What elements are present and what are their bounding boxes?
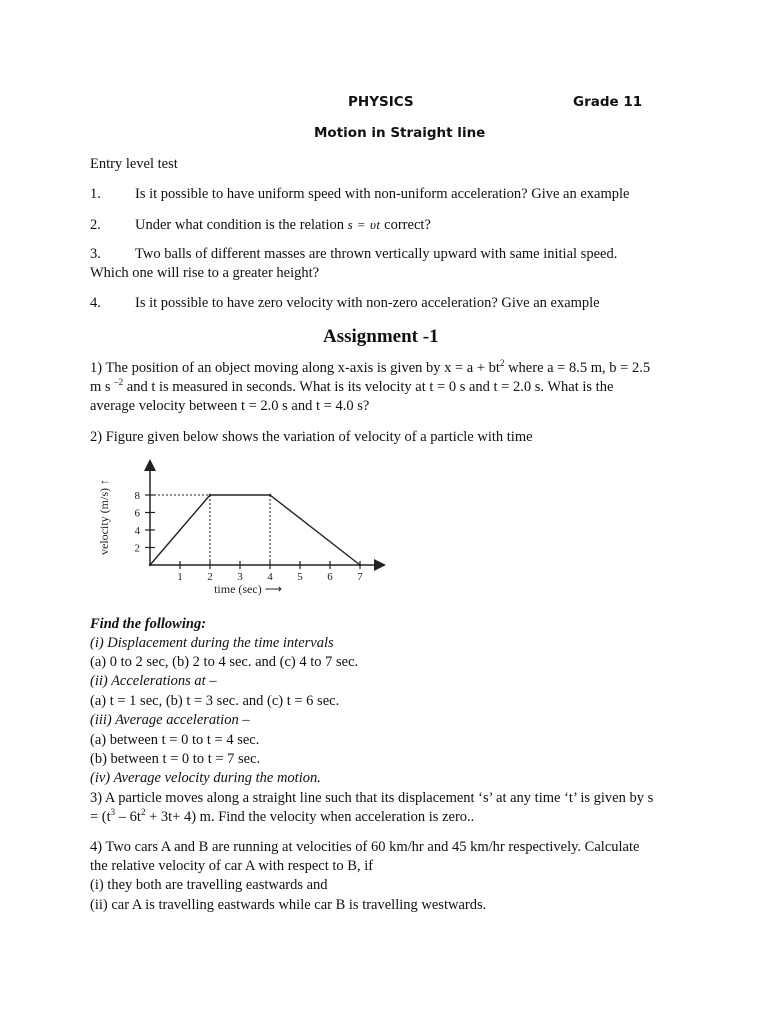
data-point-1 <box>209 494 211 496</box>
assignment-q1-line1 <box>90 359 650 378</box>
q1-unit: m s <box>90 379 115 395</box>
question-text: Two balls of different masses are thrown vertically upward with same initial speed. <box>135 246 618 262</box>
entry-question-3-continued: Which one will rise to a greater height? <box>90 265 320 281</box>
find-item-ii-parts: (a) t = 1 sec, (b) t = 3 sec. and (c) t = 6 sec. <box>90 693 340 709</box>
q3-text: = (t <box>90 809 111 825</box>
assignment-q1-line3: average velocity between t = 2.0 s and t = 4.0 s? <box>90 398 370 414</box>
question-text: Under what condition is the relation <box>135 217 344 233</box>
entry-question-4 <box>90 294 600 313</box>
q1-text-cont: and t is measured in seconds. What is its velocity at t = 0 s and t = 2.0 s. What is the <box>123 379 614 395</box>
x-tick-label-3: 3 <box>237 571 243 583</box>
find-heading: Find the following: <box>90 616 207 632</box>
x-tick-label-4: 4 <box>267 571 273 583</box>
question-number: 1. <box>90 186 101 202</box>
y-tick-label-2: 2 <box>134 542 140 555</box>
data-point-0 <box>149 564 151 566</box>
y-axis-label: velocity (m/s) ↑ <box>97 479 111 555</box>
question-text: Is it possible to have zero velocity with non-zero acceleration? Give an example <box>135 295 600 311</box>
q1-unit-exponent: –2 <box>114 377 124 388</box>
q3-text-cont: – 6t <box>115 809 141 825</box>
entry-question-1 <box>90 185 629 204</box>
y-tick-label-8: 8 <box>134 490 140 502</box>
find-item-iv: (iv) Average velocity during the motion. <box>90 770 321 786</box>
assignment-title: Assignment -1 <box>323 326 439 347</box>
topic-title: Motion in Straight line <box>314 125 486 141</box>
relation-formula: s = υt <box>347 217 381 232</box>
question-number: 4. <box>90 295 101 311</box>
q3-exponent-1: 3 <box>110 807 116 818</box>
find-item-ii: (ii) Accelerations at – <box>90 673 217 689</box>
data-point-2 <box>269 494 271 496</box>
x-tick-label-5: 5 <box>297 571 303 583</box>
grade-label: Grade 11 <box>573 94 643 110</box>
y-tick-label-6: 6 <box>134 507 140 520</box>
data-point-3 <box>359 564 361 566</box>
q1-exponent: 2 <box>499 358 505 369</box>
entry-test-title: Entry level test <box>90 156 178 172</box>
find-item-i: (i) Displacement during the time intervals <box>90 635 334 651</box>
data-segment-0 <box>150 495 210 565</box>
assignment-q4-line2: the relative velocity of car A with respect to B, if <box>90 858 374 874</box>
data-segment-2 <box>270 495 360 565</box>
x-tick-label-6: 6 <box>327 571 333 583</box>
question-text: Is it possible to have uniform speed with non-uniform acceleration? Give an example <box>135 186 630 202</box>
entry-question-3 <box>90 245 617 264</box>
find-item-i-parts: (a) 0 to 2 sec, (b) 2 to 4 sec. and (c) 4 to 7 sec. <box>90 654 359 670</box>
find-item-iii-b: (b) between t = 0 to t = 7 sec. <box>90 751 261 767</box>
question-text-end: correct? <box>384 217 431 233</box>
q3-exponent-2: 2 <box>140 807 146 818</box>
entry-question-2 <box>90 215 431 235</box>
x-tick-label-1: 1 <box>177 571 183 583</box>
x-tick-label-7: 7 <box>357 571 363 583</box>
question-number: 2. <box>90 217 101 233</box>
q1-text: 1) The position of an object moving along x-axis is given by x = a + bt <box>90 360 500 376</box>
q3-text-end: + 3t+ 4) m. Find the velocity when acceleration is zero.. <box>145 809 475 825</box>
assignment-q1-line2 <box>90 378 613 397</box>
x-tick-label-2: 2 <box>207 571 213 583</box>
q1-text-cont: where a = 8.5 m, b = 2.5 <box>504 360 651 376</box>
assignment-q2-intro: 2) Figure given below shows the variation of velocity of a particle with time <box>90 429 533 445</box>
find-item-iii-a: (a) between t = 0 to t = 4 sec. <box>90 732 260 748</box>
assignment-q4-line4: (ii) car A is travelling eastwards while car B is travelling westwards. <box>90 897 487 913</box>
x-axis-label: time (sec) ⟶ <box>214 582 282 596</box>
question-number: 3. <box>90 246 101 262</box>
assignment-q4-line3: (i) they both are travelling eastwards and <box>90 877 328 893</box>
velocity-time-graph <box>88 457 388 605</box>
subject-title: PHYSICS <box>348 94 414 110</box>
assignment-q3-line1: 3) A particle moves along a straight line such that its displacement ‘s’ at any time ‘t’ is given by s <box>90 790 654 806</box>
find-item-iii: (iii) Average acceleration – <box>90 712 250 728</box>
assignment-q3-line2 <box>90 808 474 827</box>
assignment-q4-line1: 4) Two cars A and B are running at velocities of 60 km/hr and 45 km/hr respectively. Calculate <box>90 839 640 855</box>
y-tick-label-4: 4 <box>134 525 140 537</box>
